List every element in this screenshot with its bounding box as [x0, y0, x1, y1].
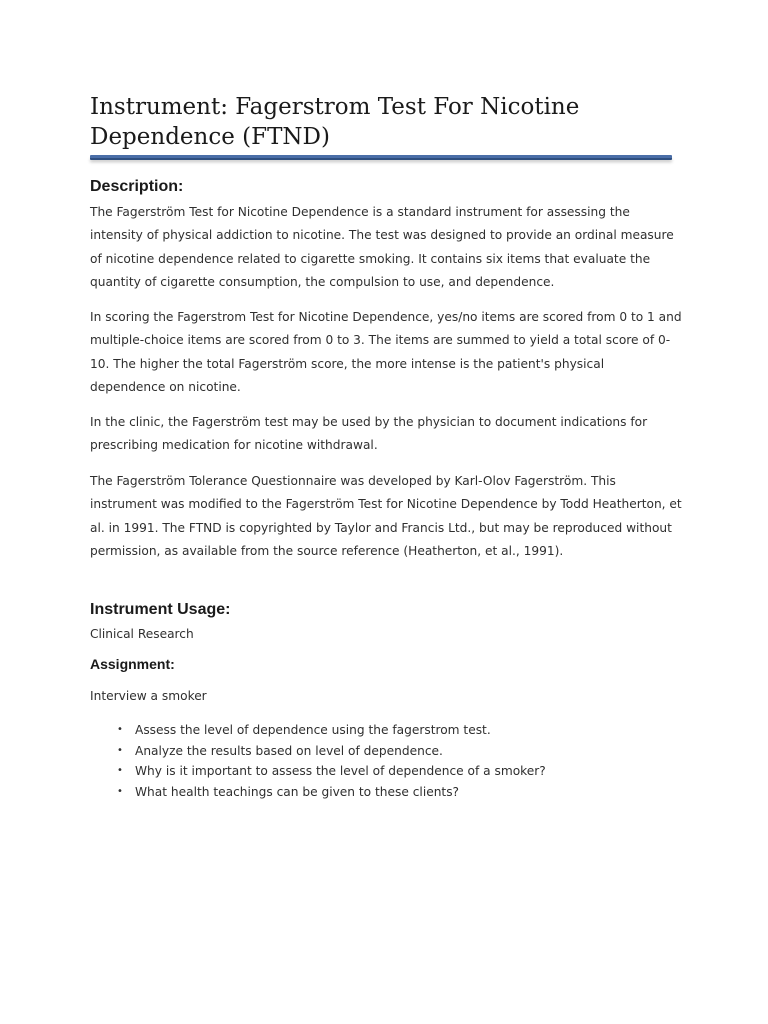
list-item-text: Why is it important to assess the level of dependence of a smoker?: [135, 764, 546, 778]
list-item: [90, 761, 690, 782]
list-item-text: What health teachings can be given to these clients?: [135, 784, 460, 799]
list-item: [90, 720, 690, 741]
description-paragraph-4: The Fagerström Tolerance Questionnaire was developed by Karl-Olov Fagerström. This instrument was modified to the Fagerström Test for Nicotine Dependence by Todd Heatherton, et al. in 1991. The FTND is copyrighted by Taylor and Francis Ltd., but may be reproduced without permission, as available from the source reference (Heatherton, et al., 1991).: [90, 474, 682, 558]
list-item: [90, 741, 690, 762]
list-item: [90, 782, 690, 803]
usage-value: Clinical Research: [90, 627, 194, 641]
description-paragraph-3: In the clinic, the Fagerström test may be used by the physician to document indications for prescribing medication for nicotine withdrawal.: [90, 415, 648, 453]
list-item-text: Assess the level of dependence using the fagerstrom test.: [135, 723, 491, 737]
assignment-intro: Interview a smoker: [90, 689, 207, 703]
list-item-text: Analyze the results based on level of dependence.: [135, 743, 443, 758]
bullet-icon: •: [117, 744, 123, 756]
description-paragraph-2: In scoring the Fagerstrom Test for Nicotine Dependence, yes/no items are scored from 0 to 1 and multiple-choice items are scored from 0 to 3. The items are summed to yield a total score of 0-10. The higher the total Fagerström score, the more intense is the patient's physical dependence on nicotine.: [90, 310, 682, 394]
bullet-icon: •: [117, 765, 123, 776]
usage-heading: Instrument Usage:: [90, 601, 231, 618]
bullet-icon: •: [117, 724, 123, 735]
document-title: Instrument: Fagerstrom Test For Nicotine Dependence (FTND): [90, 94, 580, 150]
description-paragraph-1: The Fagerström Test for Nicotine Dependence is a standard instrument for assessing the intensity of physical addiction to nicotine. The test was designed to provide an ordinal measure of nicotine dependence related to cigarette smoking. It contains six items that evaluate the quantity of cigarette consumption, the compulsion to use, and dependence.: [90, 205, 674, 289]
title-underline-rule: [90, 155, 672, 158]
assignment-bullet-list: [90, 720, 690, 802]
assignment-heading: Assignment:: [90, 656, 175, 672]
description-heading: Description:: [90, 178, 184, 195]
bullet-icon: •: [117, 785, 123, 797]
